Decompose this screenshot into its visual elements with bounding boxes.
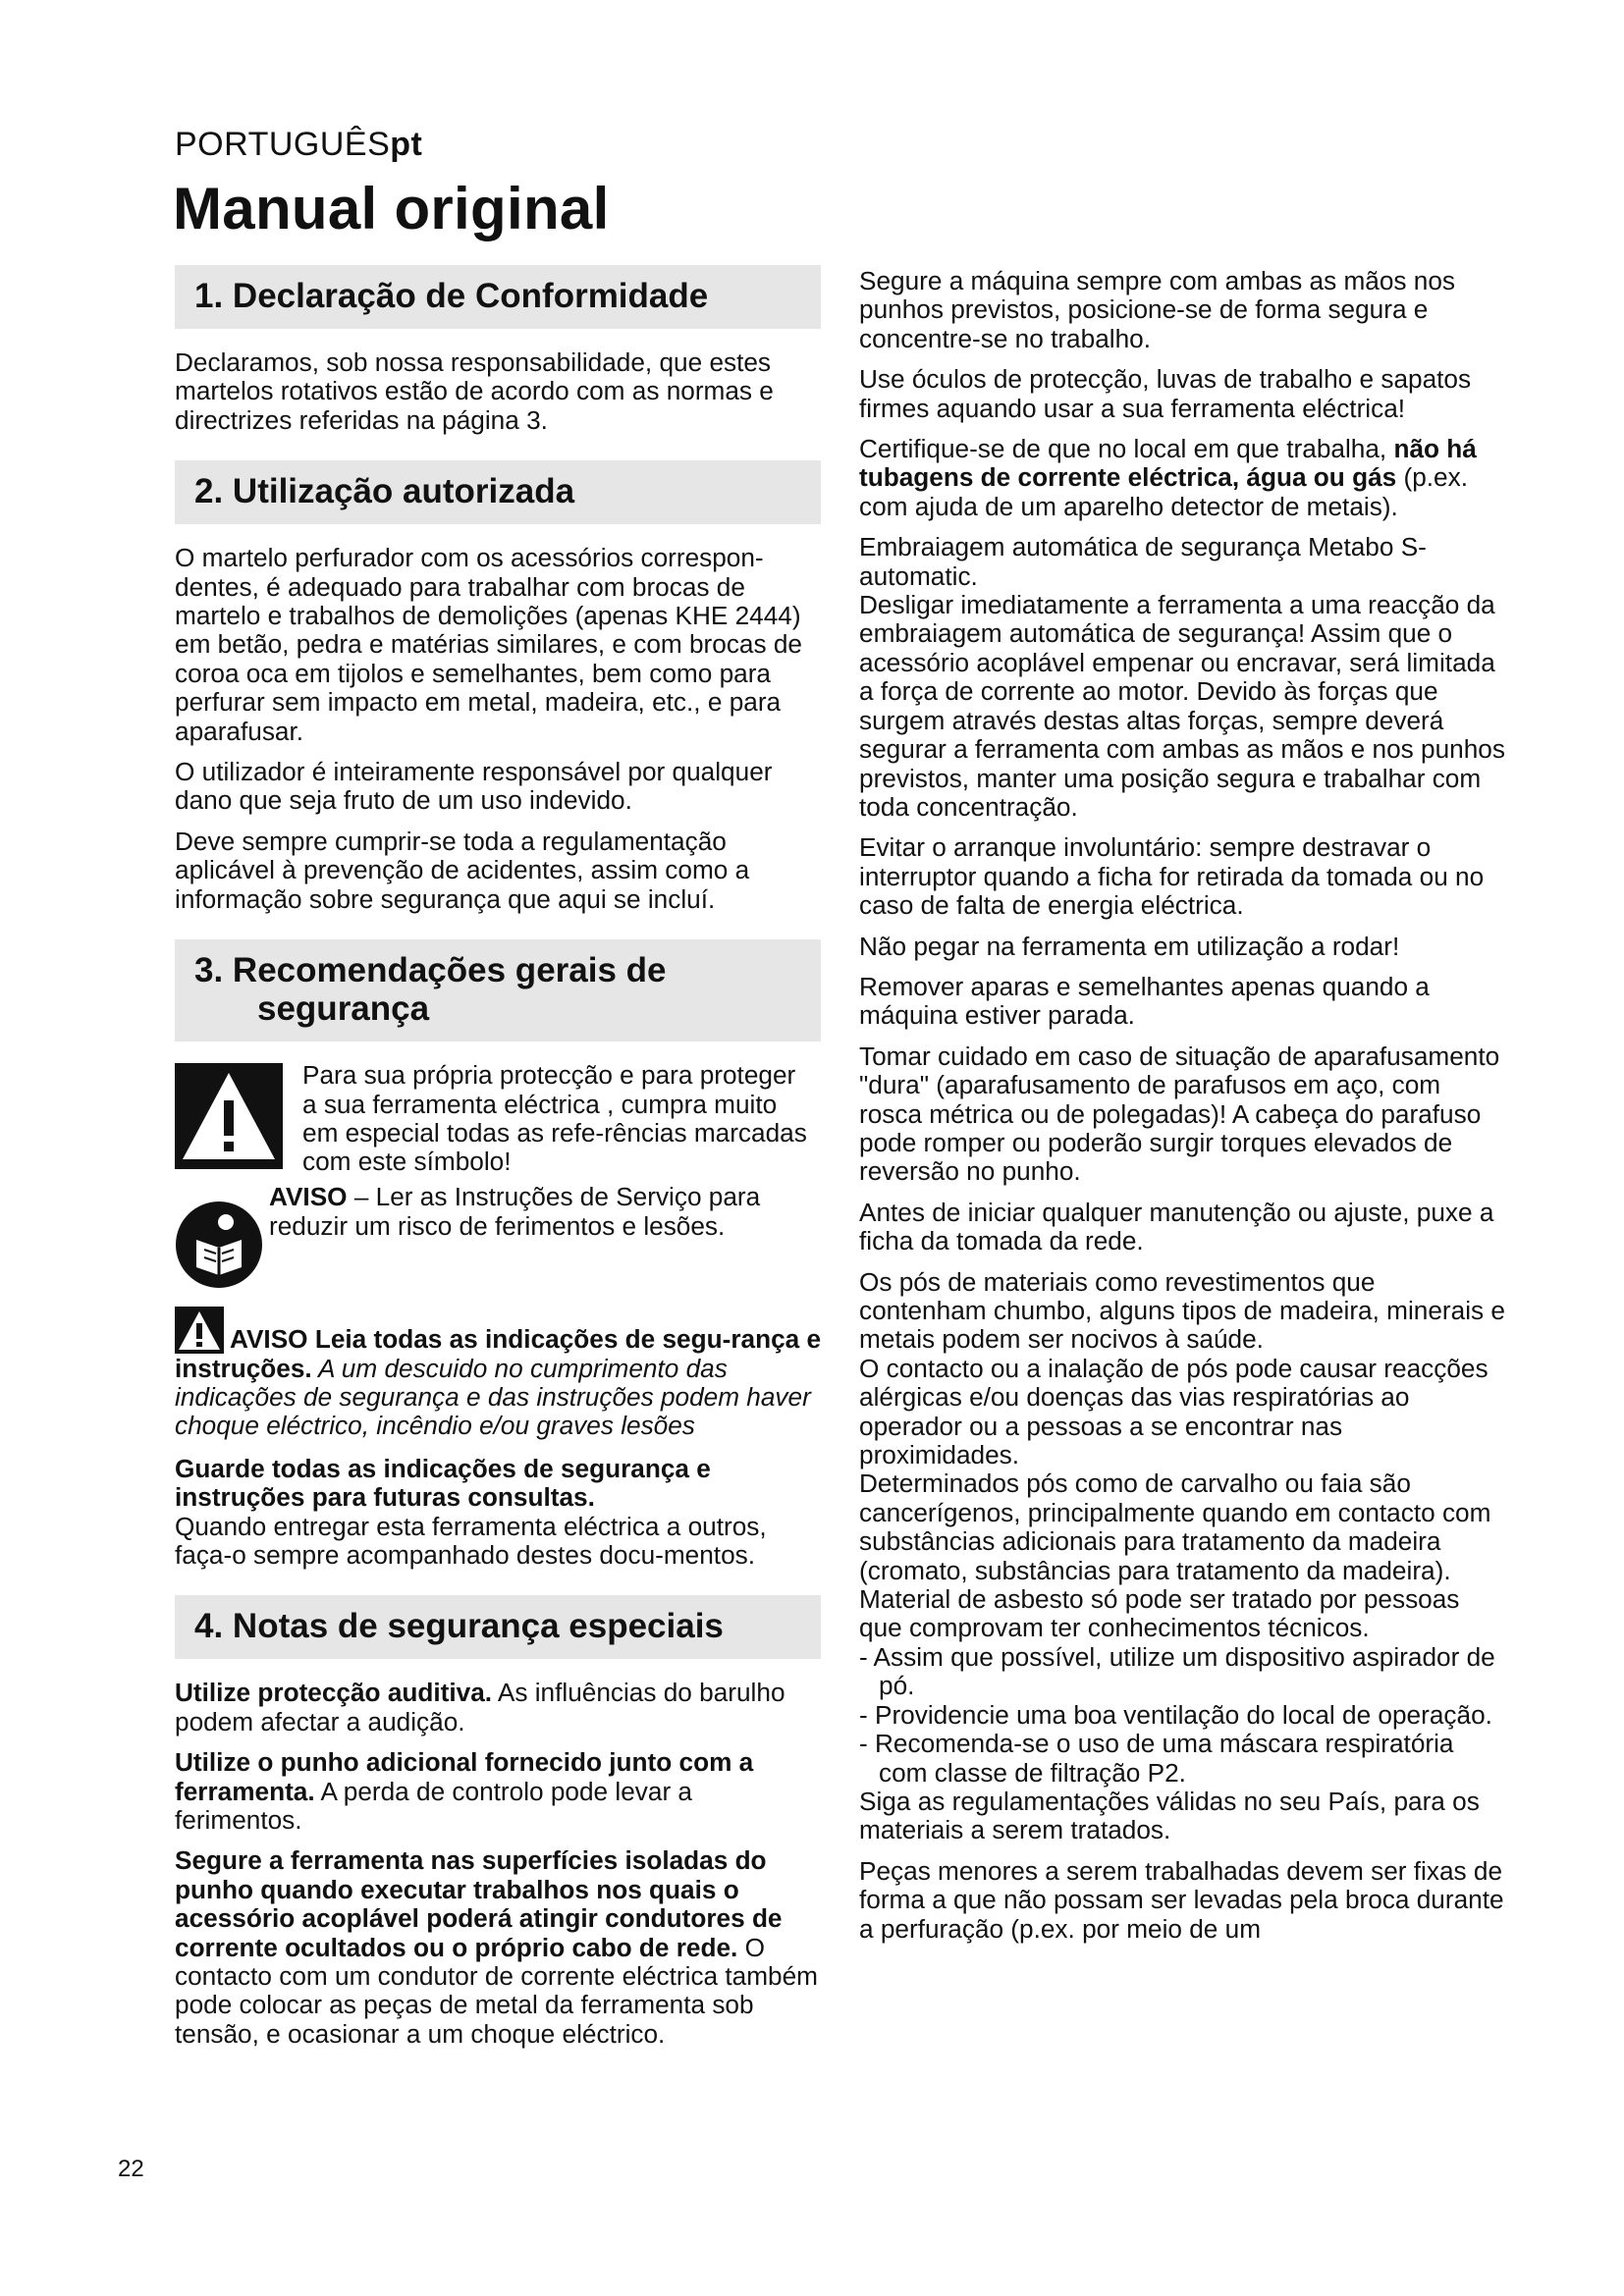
insulated-grip-bold: Segure a ferramenta nas superfícies isoladas do punho quando executar trabalhos nos quais o acessório acoplável poderá atingir condutores de corrente ocultados ou o próprio cabo de rede.	[175, 1845, 783, 1962]
aviso-label: AVISO	[269, 1182, 348, 1212]
right-paragraph-10	[859, 1268, 1507, 1643]
right-paragraph-8: Tomar cuidado em caso de situação de aparafusamento "dura" (aparafusamento de parafusos em aço, com rosca métrica ou de polegadas)! A cabeça do parafuso pode romper ou poderão surgir torques elevados de reversão no punho.	[859, 1041, 1500, 1187]
utilities-check-bold: não há tubagens de corrente eléctrica, água ou gás	[859, 434, 1477, 493]
right-paragraph-1: Segure a máquina sempre com ambas as mãos nos punhos previstos, posicione-se de forma segura e concentre-se no trabalho.	[859, 266, 1455, 353]
warning-triangle-icon	[175, 1063, 283, 1169]
right-column	[859, 267, 1507, 1955]
section-4-paragraph-3	[175, 1846, 823, 2049]
right-paragraph-7: Remover aparas e semelhantes apenas quando a máquina estiver parada.	[859, 971, 1430, 1031]
aviso-safety-instructions	[175, 1307, 823, 1441]
list-item: - Recomenda-se o uso de uma máscara respiratória com classe de filtração P2.	[859, 1729, 1454, 1788]
aux-handle-text: A perda de controlo pode levar a ferimentos.	[175, 1776, 692, 1835]
utilities-check-post: (p.ex. com ajuda de um aparelho detector de metais).	[859, 462, 1468, 521]
section-1-heading: 1. Declaração de Conformidade	[175, 265, 821, 329]
section-3-heading-line-2: segurança	[257, 989, 430, 1029]
right-paragraph-9: Antes de iniciar qualquer manutenção ou ajuste, puxe a ficha da tomada da rede.	[859, 1197, 1494, 1256]
right-paragraph-12: Peças menores a serem trabalhadas devem ser fixas de forma a que não possam ser levadas pela broca durante a perfuração (p.ex. por meio de um	[859, 1855, 1504, 1944]
keep-instructions-text: Quando entregar esta ferramenta eléctrica a outros, faça-o sempre acompanhado destes docu-mentos.	[175, 1511, 767, 1570]
section-4-paragraph-1	[175, 1679, 823, 1736]
right-paragraph-3	[859, 435, 1507, 521]
hearing-protection-bold: Utilize protecção auditiva.	[175, 1678, 493, 1708]
section-3-heading-line-1: 3. Recomendações gerais de	[194, 951, 667, 990]
read-manual-text	[269, 1183, 819, 1241]
clutch-title: Embraiagem automática de segurança Metabo S-automatic.	[859, 532, 1427, 591]
general-warning	[175, 1060, 823, 1177]
list-item: - Providencie uma boa ventilação do local de operação.	[859, 1699, 1492, 1730]
page-title: Manual original	[173, 176, 610, 241]
insulated-grip-text: O contacto com um condutor de corrente eléctrica também pode colocar as peças de metal da ferramenta sob tensão, e ocasionar a um choque eléctrico.	[175, 1932, 818, 2049]
section-2-paragraph-1: O martelo perfurador com os acessórios correspon-dentes, é adequado para trabalhar com brocas de martelo e trabalhos de demolições (apenas KHE 2444) em betão, pedra e matérias similares, e com brocas de coroa oca em tijolos e semelhantes, bem como para perfurar sem impacto em metal, madeira, etc., e para aparafusar.	[175, 543, 802, 746]
aviso-safety-bold: AVISO Leia todas as indicações de segu-rança e instruções.	[175, 1324, 822, 1383]
general-warning-text: Para sua própria protecção e para proteger a sua ferramenta eléctrica , cumpra muito em especial todas as refe-rências marcadas com este símbolo!	[302, 1060, 807, 1177]
page-number: 22	[118, 2156, 144, 2182]
aviso-safety-italic: A um descuido no cumprimento das indicações de segurança e das instruções podem haver choque eléctrico, incêndio e/ou graves lesões	[175, 1353, 811, 1441]
warning-triangle-small-icon	[175, 1307, 224, 1354]
aviso-text: – Ler as Instruções de Serviço para reduzir um risco de ferimentos e lesões.	[269, 1182, 761, 1241]
language-code: pt	[390, 126, 423, 163]
keep-instructions	[175, 1455, 823, 1571]
dust-text-1: Os pós de materiais como revestimentos que contenham chumbo, alguns tipos de madeira, minerais e metais podem ser nocivos à saúde.	[859, 1266, 1505, 1355]
section-4-heading: 4. Notas de segurança especiais	[175, 1595, 821, 1659]
language-label	[175, 126, 422, 164]
utilities-check-pre: Certifique-se de que no local em que trabalha,	[859, 434, 1394, 464]
right-paragraph-2: Use óculos de protecção, luvas de trabalho e sapatos firmes aquando usar a sua ferramenta eléctrica!	[859, 364, 1472, 423]
aux-handle-bold: Utilize o punho adicional fornecido junto com a ferramenta.	[175, 1747, 754, 1806]
section-2-paragraph-3: Deve sempre cumprir-se toda a regulamentação aplicável à prevenção de acidentes, assim como a informação sobre segurança que aqui se incluí.	[175, 826, 750, 914]
dust-text-2: O contacto ou a inalação de pós pode causar reacções alérgicas e/ou doenças das vias respiratórias ao operador ou a pessoas a se encontrar nas proximidades.	[859, 1353, 1489, 1470]
read-manual-warning	[175, 1183, 823, 1281]
clutch-text: Desligar imediatamente a ferramenta a uma reacção da embraiagem automática de segurança! Assim que o acessório acoplável empenar ou encravar, será limitada a força de corrente ao motor. Devido às forças que surgem através destas altas forças, sempre deverá segurar a ferramenta com ambas as mãos e nos punhos previstos, manter uma posição segura e trabalhar com toda concentração.	[859, 590, 1505, 822]
right-paragraph-4	[859, 533, 1507, 822]
section-2-heading: 2. Utilização autorizada	[175, 460, 821, 524]
right-paragraph-6: Não pegar na ferramenta em utilização a rodar!	[859, 931, 1400, 961]
section-3-heading	[175, 939, 821, 1041]
left-column	[175, 265, 823, 2060]
section-4-paragraph-2	[175, 1748, 823, 1835]
hearing-protection-text: As influências do barulho podem afectar a audição.	[175, 1678, 785, 1736]
section-2-paragraph-2: O utilizador é inteiramente responsável por qualquer dano que seja fruto de um uso indevido.	[175, 757, 773, 816]
read-manual-icon	[175, 1201, 263, 1289]
dust-text-3: Determinados pós como de carvalho ou faia são cancerígenos, principalmente quando em contacto com substâncias adicionais para tratamento da madeira (cromato, substâncias para tratamento da madeira). Material de asbesto só pode ser tratado por pessoas que comprovam ter conhecimentos técnicos.	[859, 1468, 1491, 1643]
list-item: - Assim que possível, utilize um dispositivo aspirador de pó.	[859, 1641, 1495, 1701]
language-name: PORTUGUÊS	[175, 126, 391, 163]
keep-instructions-bold: Guarde todas as indicações de segurança e instruções para futuras consultas.	[175, 1453, 711, 1513]
right-paragraph-5: Evitar o arranque involuntário: sempre destravar o interruptor quando a ficha for retirada da tomada ou no caso de falta de energia eléctrica.	[859, 832, 1485, 921]
section-1-paragraph: Declaramos, sob nossa responsabilidade, que estes martelos rotativos estão de acordo com as normas e directrizes referidas na página 3.	[175, 347, 774, 435]
right-paragraph-11: Siga as regulamentações válidas no seu País, para os materiais a serem tratados.	[859, 1786, 1480, 1845]
